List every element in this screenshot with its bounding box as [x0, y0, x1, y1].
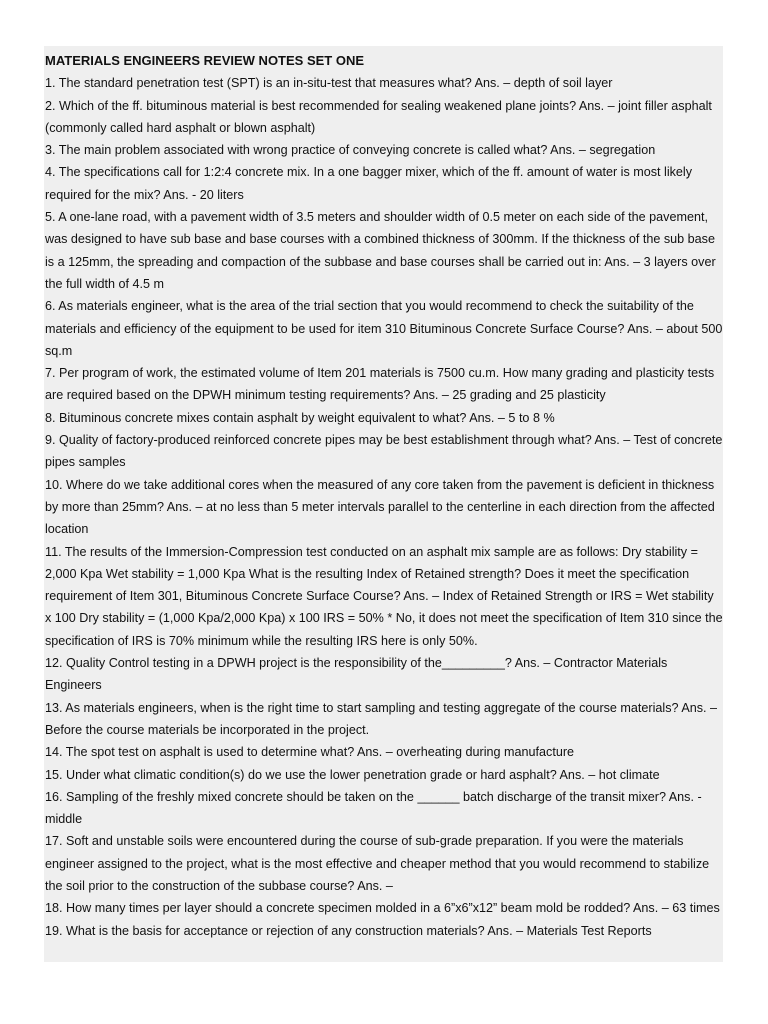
question-item-10: 10. Where do we take additional cores when the measured of any core taken from the pavement is deficient in thickness by more than 25mm? Ans. – at no less than 5 meter intervals parallel to the centerline in each direction from the affected location [45, 477, 715, 537]
document-title: MATERIALS ENGINEERS REVIEW NOTES SET ONE [45, 53, 365, 68]
question-item-19: 19. What is the basis for acceptance or rejection of any construction materials? Ans. – Materials Test Reports [45, 923, 652, 938]
question-item-1: 1. The standard penetration test (SPT) is an in-situ-test that measures what? Ans. – depth of soil layer [45, 76, 613, 91]
question-item-9: 9. Quality of factory-produced reinforced concrete pipes may be best establishment through what? Ans. – Test of concrete pipes samples [45, 433, 723, 470]
question-item-13: 13. As materials engineers, when is the right time to start sampling and testing aggregate of the course materials? Ans. – Before the course materials be incorporated in the project. [45, 700, 718, 737]
question-item-4: 4. The specifications call for 1:2:4 concrete mix. In a one bagger mixer, which of the ff. amount of water is most likely required for the mix? Ans. - 20 liters [45, 165, 693, 202]
question-item-17: 17. Soft and unstable soils were encountered during the course of sub-grade preparation. If you were the materials engineer assigned to the project, what is the most effective and cheaper method that you would recommend to stabilize the soil prior to the construction of the subbase course? Ans. – [45, 834, 710, 893]
question-item-18: 18. How many times per layer should a concrete specimen molded in a 6”x6”x12” beam mold be rodded? Ans. – 63 times [45, 901, 720, 916]
question-item-8: 8. Bituminous concrete mixes contain asphalt by weight equivalent to what? Ans. – 5 to 8 % [45, 410, 555, 425]
question-item-12: 12. Quality Control testing in a DPWH project is the responsibility of the_________? Ans. – Contractor Materials Engineers [45, 656, 668, 693]
document-text-block [44, 46, 723, 962]
question-item-3: 3. The main problem associated with wrong practice of conveying concrete is called what? Ans. – segregation [45, 143, 656, 158]
question-item-6: 6. As materials engineer, what is the area of the trial section that you would recommend to check the suitability of the materials and efficiency of the equipment to be used for item 310 Bituminous Concrete Surface Course? Ans. – about 500 sq.m [45, 299, 723, 358]
question-item-7: 7. Per program of work, the estimated volume of Item 201 materials is 7500 cu.m. How many grading and plasticity tests are required based on the DPWH minimum testing requirements? Ans. – 25 grading and 25 plasticity [45, 366, 715, 403]
question-item-14: 14. The spot test on asphalt is used to determine what? Ans. – overheating during manufacture [45, 745, 575, 760]
question-item-16: 16. Sampling of the freshly mixed concrete should be taken on the ______ batch discharge of the transit mixer? Ans. - middle [45, 789, 702, 827]
question-item-5: 5. A one-lane road, with a pavement width of 3.5 meters and shoulder width of 0.5 meter on each side of the pavement, was designed to have sub base and base courses with a combined thickness of 300mm. If the thickness of the sub base is a 125mm, the spreading and compaction of the subbase and base courses shall be carried out in: Ans. – 3 layers over the full width of 4.5 m [45, 210, 716, 291]
question-item-11: 11. The results of the Immersion-Compression test conducted on an asphalt mix sample are as follows: Dry stability = 2,000 Kpa Wet stability = 1,000 Kpa What is the resulting Index of Retained strength? Does it meet the specification requirement of Item 301, Bituminous Concrete Surface Course? Ans. – Index of Retained Strength or IRS = Wet stability x 100 Dry stability = (1,000 Kpa/2,000 Kpa) x 100 IRS = 50% * No, it does not meet the specification of Item 310 since the specification of IRS is 70% minimum while the resulting IRS here is only 50%. [45, 544, 723, 648]
question-item-2: 2. Which of the ff. bituminous material is best recommended for sealing weakened plane joints? Ans. – joint filler asphalt (commonly called hard asphalt or blown asphalt) [45, 98, 712, 135]
question-item-15: 15. Under what climatic condition(s) do we use the lower penetration grade or hard asphalt? Ans. – hot climate [45, 767, 660, 782]
